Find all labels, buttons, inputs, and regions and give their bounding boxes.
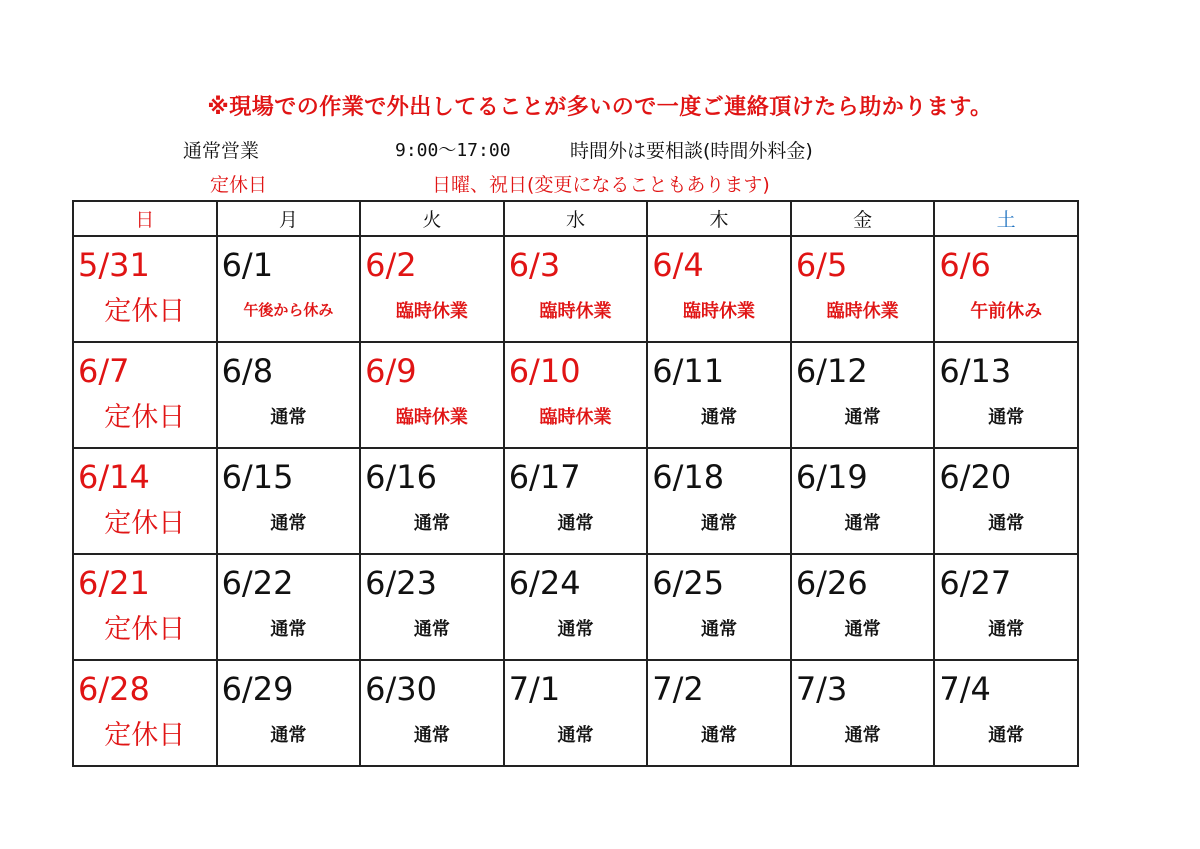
calendar-day-cell: [934, 448, 1078, 554]
day-date: 6/12: [795, 352, 868, 390]
day-status: 通常: [701, 725, 738, 746]
calendar-day-cell: [791, 448, 935, 554]
calendar-day-cell: [360, 448, 504, 554]
day-date: 6/15: [221, 458, 294, 496]
day-date: 6/20: [939, 458, 1012, 496]
day-status: 定休日: [104, 402, 186, 433]
calendar-week-row: [73, 554, 1078, 660]
day-date: 7/4: [939, 670, 991, 708]
day-status: 通常: [270, 619, 307, 640]
day-status: 通常: [844, 513, 881, 534]
day-status: 通常: [988, 725, 1025, 746]
day-date: 6/16: [365, 458, 437, 496]
calendar-body: [73, 236, 1078, 766]
day-status: 通常: [270, 725, 307, 746]
day-status: 通常: [988, 619, 1025, 640]
calendar-day-cell: [360, 236, 504, 342]
day-status: 定休日: [104, 296, 186, 327]
notice-banner: ※現場での作業で外出してることが多いので一度ご連絡頂けたら助かります。: [207, 95, 993, 120]
day-status: 午前休み: [970, 301, 1043, 322]
calendar-day-cell: [217, 660, 361, 766]
closed-label: 定休日: [210, 174, 268, 196]
weekday-thu: 木: [647, 201, 791, 236]
weekday-mon: 月: [217, 201, 361, 236]
day-status: 臨時休業: [539, 407, 612, 428]
day-date: 6/6: [939, 246, 991, 284]
day-status: 午後から休み: [243, 301, 334, 319]
calendar-day-cell: [360, 554, 504, 660]
calendar-day-cell: [360, 342, 504, 448]
calendar-day-cell: [217, 236, 361, 342]
day-status: 通常: [701, 513, 738, 534]
day-date: 6/17: [508, 458, 581, 496]
day-date: 7/3: [795, 670, 848, 708]
day-date: 6/1: [221, 246, 274, 284]
day-date: 6/28: [78, 670, 150, 708]
day-date: 7/1: [508, 670, 561, 708]
day-date: 6/29: [221, 670, 294, 708]
day-date: 6/21: [78, 564, 150, 602]
day-status: 通常: [844, 619, 881, 640]
day-date: 6/10: [508, 352, 581, 390]
calendar-day-cell: [934, 236, 1078, 342]
calendar-day-cell: [647, 236, 791, 342]
calendar-day-cell: [647, 554, 791, 660]
calendar-week-row: [73, 660, 1078, 766]
calendar-day-cell: [934, 342, 1078, 448]
day-status: 定休日: [104, 508, 186, 539]
day-date: 6/13: [939, 352, 1012, 390]
calendar-day-cell: [217, 554, 361, 660]
day-status: 通常: [270, 513, 307, 534]
day-date: 6/5: [795, 246, 848, 284]
closed-value: 日曜、祝日(変更になることもあります): [432, 174, 770, 196]
calendar-day-cell: [647, 448, 791, 554]
day-date: 6/22: [221, 564, 294, 602]
day-date: 7/2: [652, 670, 704, 708]
calendar-day-cell: [360, 660, 504, 766]
day-date: 6/26: [795, 564, 868, 602]
calendar-day-cell: [647, 342, 791, 448]
calendar-day-cell: [934, 554, 1078, 660]
weekday-fri: 金: [791, 201, 935, 236]
calendar-day-cell: [791, 342, 935, 448]
calendar-day-cell: [504, 554, 648, 660]
day-status: 臨時休業: [395, 407, 468, 428]
day-date: 6/3: [508, 246, 561, 284]
calendar-day-cell: [504, 660, 648, 766]
day-date: 6/23: [365, 564, 437, 602]
calendar-day-cell: [73, 448, 217, 554]
day-date: 6/2: [365, 246, 417, 284]
calendar-week-row: [73, 448, 1078, 554]
day-date: 6/4: [652, 246, 704, 284]
day-date: 6/24: [508, 564, 581, 602]
day-date: 6/11: [652, 352, 725, 390]
day-status: 通常: [413, 725, 450, 746]
day-status: 通常: [413, 513, 450, 534]
calendar-day-cell: [504, 448, 648, 554]
day-date: 6/9: [365, 352, 417, 390]
day-status: 臨時休業: [826, 301, 899, 322]
day-status: 定休日: [104, 720, 186, 751]
day-date: 6/8: [221, 352, 274, 390]
calendar-day-cell: [934, 660, 1078, 766]
calendar-day-cell: [647, 660, 791, 766]
day-status: 通常: [413, 619, 450, 640]
hours-label: 通常営業: [183, 140, 260, 162]
calendar-day-cell: [73, 554, 217, 660]
day-status: 通常: [844, 725, 881, 746]
weekday-tue: 火: [360, 201, 504, 236]
day-status: 通常: [701, 407, 738, 428]
day-status: 臨時休業: [539, 301, 612, 322]
hours-note: 時間外は要相談(時間外料金): [570, 140, 813, 162]
hours-time: 9:00～17:00: [395, 140, 511, 161]
day-date: 6/25: [652, 564, 725, 602]
day-date: 6/18: [652, 458, 725, 496]
calendar-day-cell: [217, 448, 361, 554]
day-status: 臨時休業: [395, 301, 468, 322]
day-status: 通常: [988, 407, 1025, 428]
day-date: 6/7: [78, 352, 130, 390]
calendar-day-cell: [791, 660, 935, 766]
weekday-header-row: [73, 201, 1078, 236]
weekday-wed: 水: [504, 201, 648, 236]
day-status: 通常: [557, 619, 594, 640]
calendar-week-row: [73, 236, 1078, 342]
calendar-table: [72, 200, 1079, 767]
calendar-day-cell: [504, 342, 648, 448]
day-status: 通常: [270, 407, 307, 428]
day-status: 通常: [844, 407, 881, 428]
day-status: 通常: [701, 619, 738, 640]
calendar-week-row: [73, 342, 1078, 448]
calendar-day-cell: [791, 236, 935, 342]
day-status: 通常: [557, 513, 594, 534]
day-date: 6/27: [939, 564, 1012, 602]
day-date: 6/30: [365, 670, 437, 708]
weekday-sun: 日: [73, 201, 217, 236]
calendar-day-cell: [217, 342, 361, 448]
day-status: 通常: [557, 725, 594, 746]
calendar-day-cell: [791, 554, 935, 660]
calendar-day-cell: [73, 660, 217, 766]
day-status: 定休日: [104, 614, 186, 645]
day-date: 6/19: [795, 458, 868, 496]
day-date: 6/14: [78, 458, 150, 496]
day-date: 5/31: [78, 246, 150, 284]
calendar-day-cell: [73, 342, 217, 448]
calendar-day-cell: [73, 236, 217, 342]
weekday-sat: 土: [934, 201, 1078, 236]
calendar-day-cell: [504, 236, 648, 342]
day-status: 臨時休業: [683, 301, 756, 322]
day-status: 通常: [988, 513, 1025, 534]
